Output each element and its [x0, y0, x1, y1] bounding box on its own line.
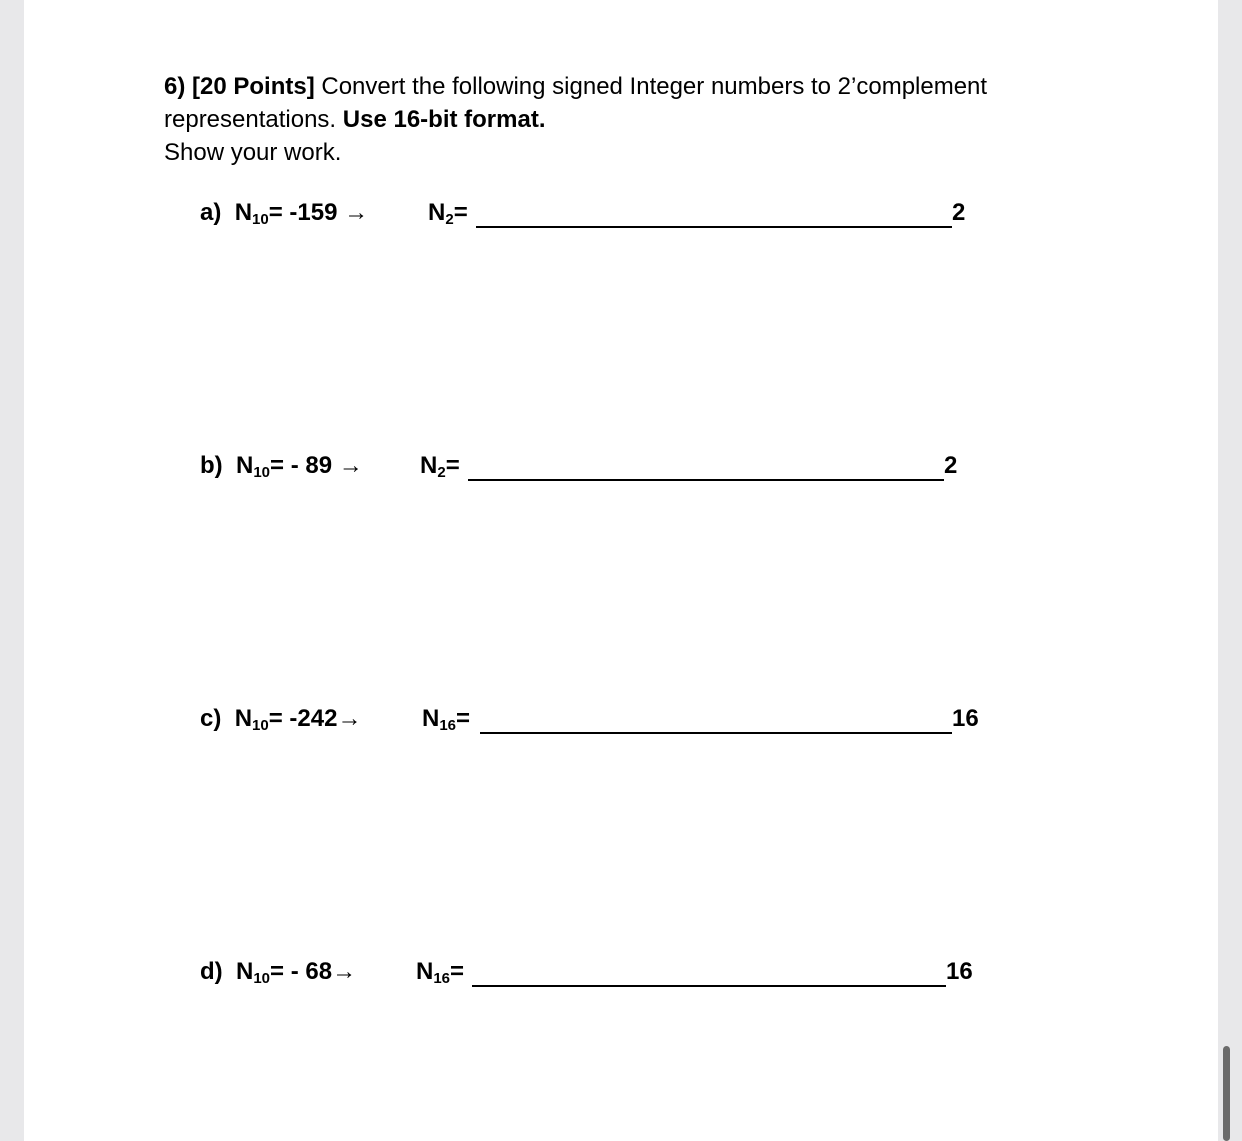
answer-blank[interactable]	[476, 226, 952, 228]
item-a	[200, 199, 980, 233]
target-label: $N_2=$	[420, 452, 460, 481]
target-label: $N_2=$	[428, 199, 468, 228]
item-d	[200, 958, 1000, 992]
base-label: 2	[944, 452, 958, 479]
base-label: 2	[952, 199, 966, 226]
question-format: Use 16-bit format.	[342, 106, 546, 133]
target-label: $N_{16}=$	[422, 705, 471, 734]
question-prompt: Convert the following signed Integer numbers to 2’complement representations.	[164, 73, 988, 133]
question-instruction: Show your work.	[164, 139, 342, 166]
item-label: a) $N_{10}= -159$ →	[200, 199, 369, 228]
document-page	[24, 0, 1218, 1141]
arrow-right-icon: →	[338, 452, 363, 479]
question-text	[164, 70, 1084, 169]
arrow-right-icon: →	[332, 958, 357, 985]
item-c	[200, 705, 1000, 739]
base-label: 16	[946, 958, 973, 985]
question-number: 6)	[164, 73, 186, 100]
answer-blank[interactable]	[480, 732, 952, 734]
arrow-right-icon: →	[344, 199, 369, 226]
vertical-scrollbar[interactable]	[1223, 1046, 1230, 1141]
item-label: d) $N_{10}= - 68\to$	[200, 958, 357, 987]
answer-blank[interactable]	[472, 985, 946, 987]
item-b	[200, 452, 980, 486]
question-points: [20 Points]	[192, 73, 315, 100]
item-label: c) $N_{10}= -242\to$	[200, 705, 362, 734]
item-label: b) $N_{10}= - 89$ →	[200, 452, 363, 481]
target-label: $N_{16}=$	[416, 958, 465, 987]
arrow-right-icon: →	[337, 705, 362, 732]
base-label: 16	[952, 705, 979, 732]
answer-blank[interactable]	[468, 479, 944, 481]
